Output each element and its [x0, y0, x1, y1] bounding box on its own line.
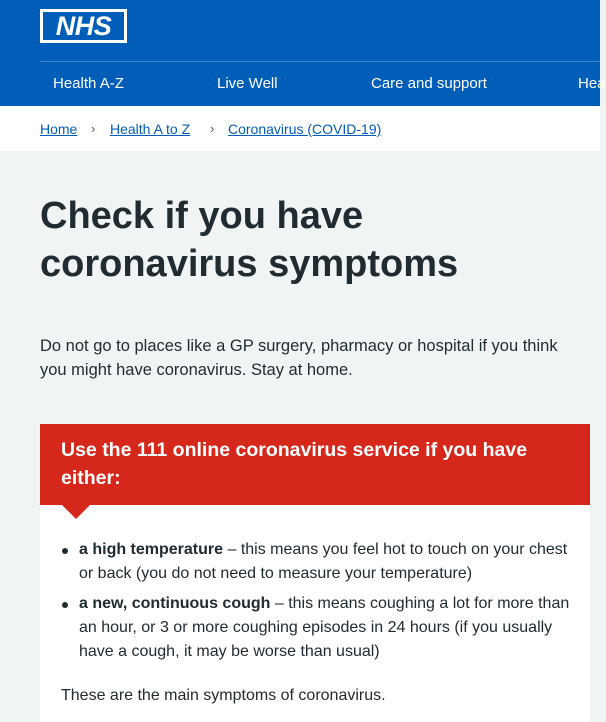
nav-health-a-z[interactable]: Health A-Z: [53, 75, 124, 92]
page-title-line-1: Check if you have: [40, 195, 364, 237]
breadcrumb-chevron-icon: ›: [210, 121, 215, 136]
nav-divider: [40, 61, 600, 62]
breadcrumb-home[interactable]: Home: [40, 121, 78, 137]
breadcrumb: [0, 106, 600, 151]
breadcrumb-chevron-icon: ›: [91, 121, 96, 136]
page-title-line-2: coronavirus symptoms: [40, 243, 459, 285]
page-title: [40, 192, 580, 288]
lede-paragraph: Do not go to places like a GP surgery, pharmacy or hospital if you think you might have coronavirus. Stay at home.: [40, 337, 558, 379]
care-card-pointer-icon: [62, 505, 90, 519]
breadcrumb-health-a-to-z[interactable]: Health A to Z: [110, 121, 191, 137]
nav-live-well[interactable]: Live Well: [217, 75, 278, 92]
symptom-description: – this means coughing a lot for more than an hour, or 3 or more coughing episodes in 24 hours (if you usually have a cough, it may be worse than usual): [79, 595, 570, 660]
symptom-description: – this means you feel hot to touch on your chest or back (you do not need to measure your temperature): [79, 541, 568, 582]
nhs-logo-text: NHS: [43, 12, 124, 40]
nav-care-and-support[interactable]: Care and support: [371, 75, 487, 92]
symptom-name: a new, continuous cough: [79, 595, 271, 612]
bullet-icon: [62, 602, 68, 608]
list-item: [61, 538, 581, 586]
breadcrumb-coronavirus[interactable]: Coronavirus (COVID-19): [228, 121, 382, 137]
nav-health-news-truncated[interactable]: Hea: [578, 75, 606, 92]
symptom-list: [61, 538, 581, 670]
list-item: [61, 592, 581, 664]
site-header: [0, 0, 606, 106]
care-card-heading-box: [40, 424, 590, 505]
nhs-logo[interactable]: [40, 9, 127, 43]
care-card-heading: Use the 111 online coronavirus service if you have either:: [61, 439, 528, 489]
main-symptoms-note: These are the main symptoms of coronavirus.: [61, 687, 386, 704]
symptom-name: a high temperature: [79, 541, 224, 558]
urgent-care-card: [40, 424, 590, 722]
bullet-icon: [62, 548, 68, 554]
